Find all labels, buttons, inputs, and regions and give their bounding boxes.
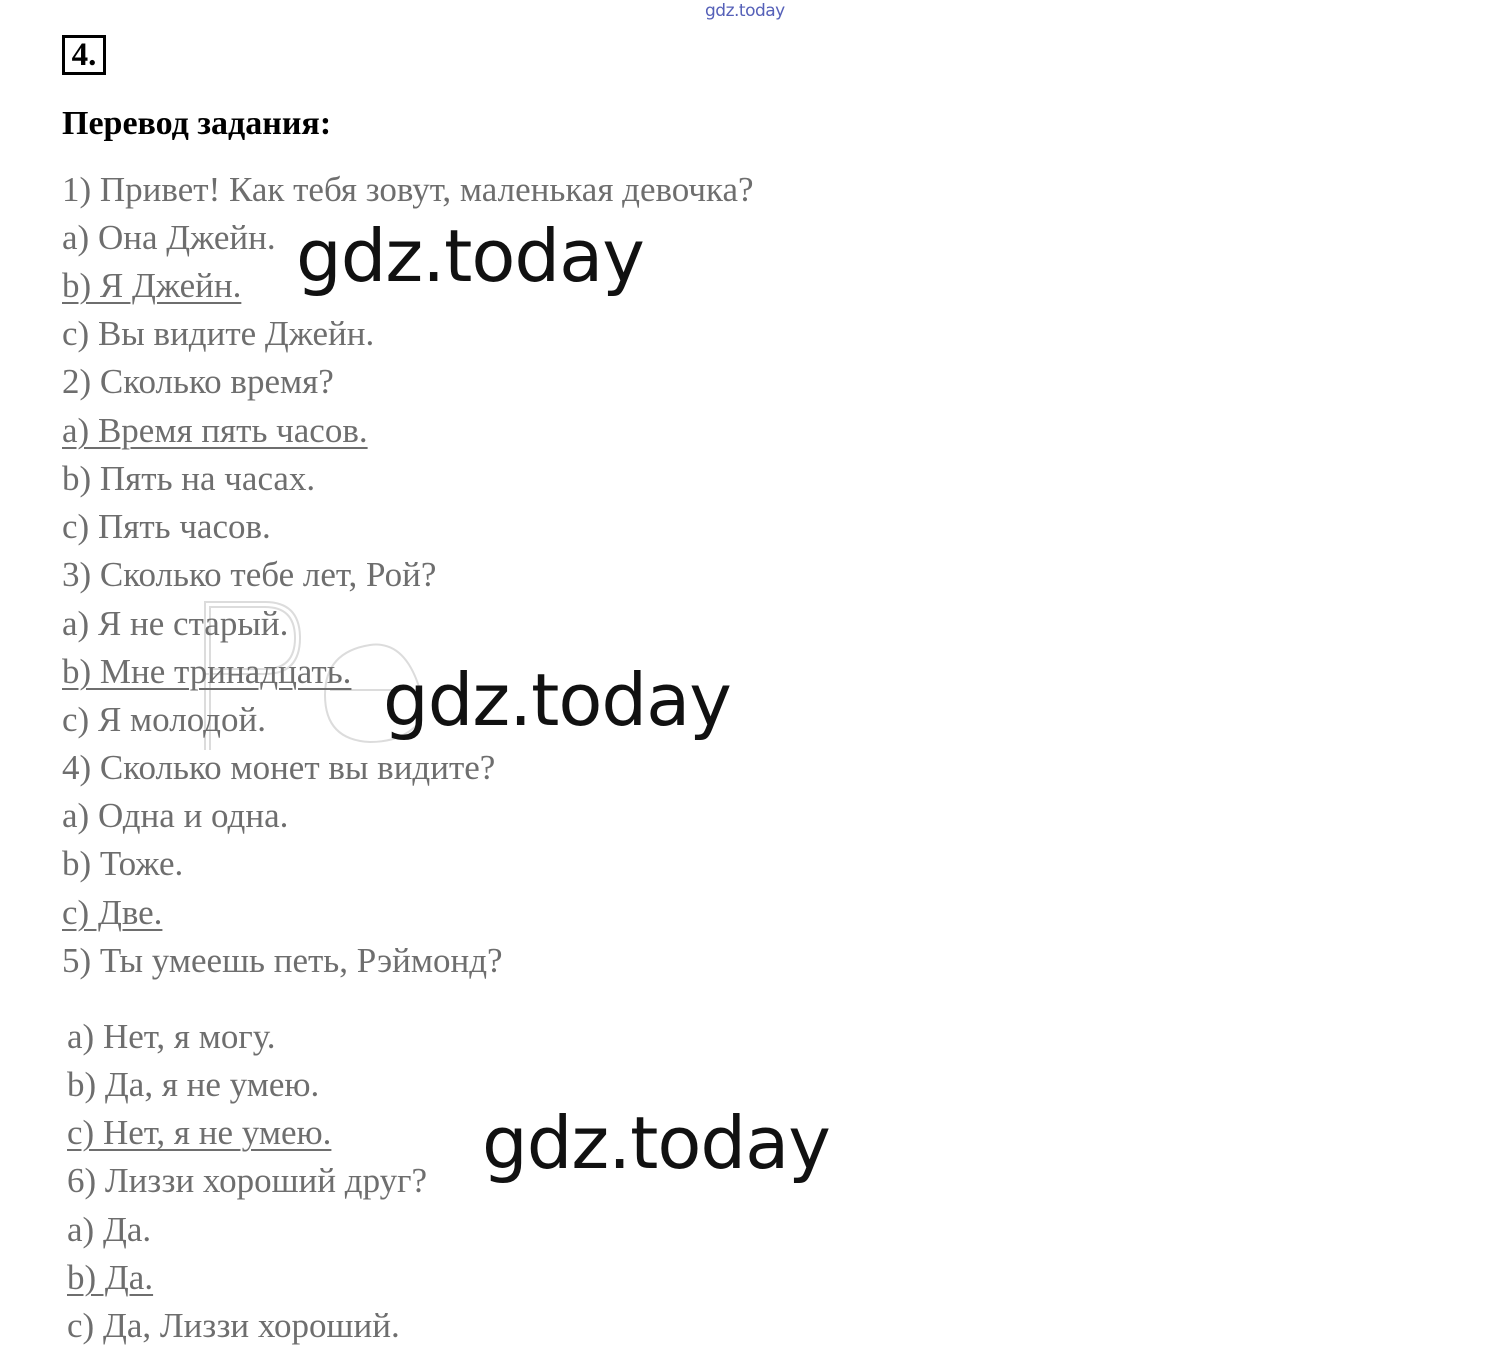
task-heading: Перевод задания: [62, 105, 332, 142]
question-4: 4) Сколько монет вы видите? [62, 748, 496, 787]
option-4c-correct: c) Две. [62, 893, 163, 932]
top-watermark: gdz.today [705, 1, 785, 21]
option-3a: a) Я не старый. [62, 604, 289, 643]
option-3b-correct: b) Мне тринадцать. [62, 652, 352, 691]
option-4b: b) Тоже. [62, 844, 184, 883]
option-2a-correct: a) Время пять часов. [62, 411, 368, 450]
option-2c: c) Пять часов. [62, 507, 271, 546]
option-6c: c) Да, Лиззи хороший. [67, 1306, 400, 1345]
watermark-1: gdz.today [296, 214, 644, 298]
option-5c-correct: c) Нет, я не умею. [67, 1113, 332, 1152]
task-number-box: 4. [62, 35, 106, 75]
option-5b: b) Да, я не умею. [67, 1065, 320, 1104]
question-1: 1) Привет! Как тебя зовут, маленькая девочка? [62, 170, 754, 209]
option-6a: a) Да. [67, 1210, 152, 1249]
question-2: 2) Сколько время? [62, 362, 334, 401]
option-6b-correct: b) Да. [67, 1258, 154, 1297]
watermark-3: gdz.today [482, 1101, 830, 1185]
question-5: 5) Ты умеешь петь, Рэймонд? [62, 941, 503, 980]
option-4a: a) Одна и одна. [62, 796, 289, 835]
question-6: 6) Лиззи хороший друг? [67, 1161, 427, 1200]
option-1a: a) Она Джейн. [62, 218, 276, 257]
question-3: 3) Сколько тебе лет, Рой? [62, 555, 437, 594]
option-1c: c) Вы видите Джейн. [62, 314, 375, 353]
option-3c: c) Я молодой. [62, 700, 266, 739]
watermark-2: gdz.today [383, 658, 731, 742]
option-5a: a) Нет, я могу. [67, 1017, 276, 1056]
option-1b-correct: b) Я Джейн. [62, 266, 242, 305]
option-2b: b) Пять на часах. [62, 459, 316, 498]
